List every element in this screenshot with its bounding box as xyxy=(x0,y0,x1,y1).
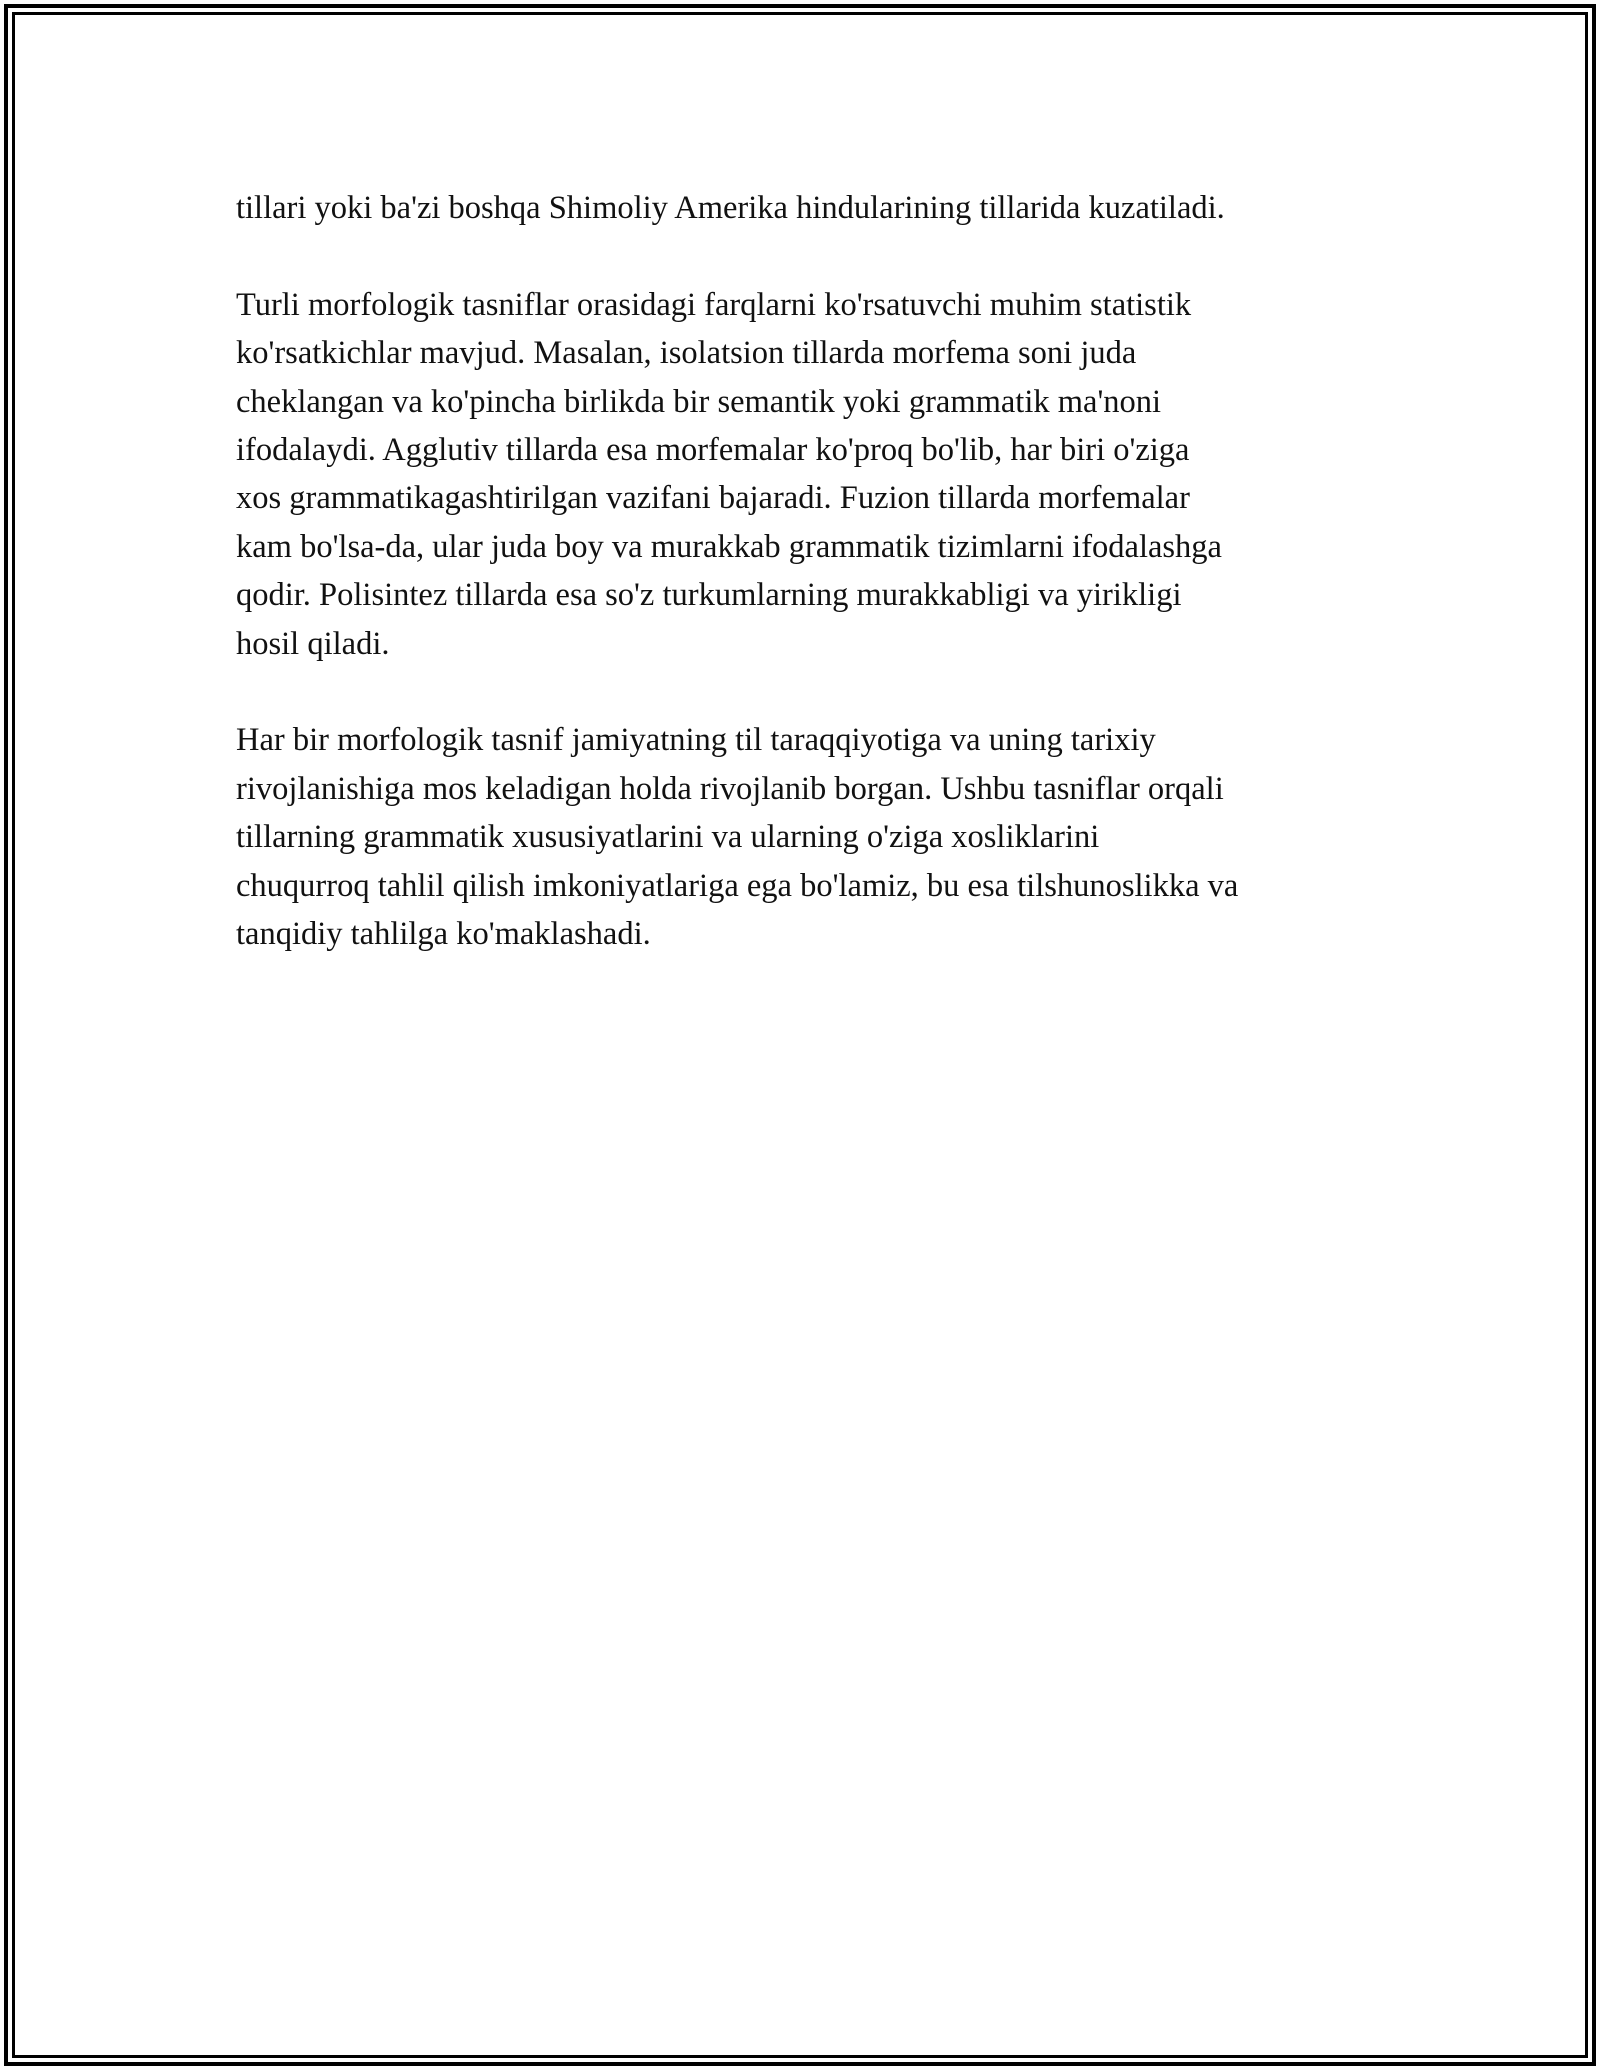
text-line: ifodalaydi. Agglutiv tillarda esa morfemalar ko'proq bo'lib, har biri o'ziga xyxy=(236,432,1190,469)
text-line: tanqidiy tahlilga ko'maklashadi. xyxy=(236,916,651,953)
text-line: tillarning grammatik xususiyatlarini va ularning o'ziga xosliklarini xyxy=(236,819,1100,856)
document-body xyxy=(236,184,1386,1007)
paragraph-3 xyxy=(236,716,1386,958)
text-line: Turli morfologik tasniflar orasidagi farqlarni ko'rsatuvchi muhim statistik xyxy=(236,286,1192,323)
text-line: chuqurroq tahlil qilish imkoniyatlariga ega bo'lamiz, bu esa tilshunoslikka va xyxy=(236,867,1239,904)
paragraph-1 xyxy=(236,184,1386,232)
text-line: ko'rsatkichlar mavjud. Masalan, isolatsion tillarda morfema soni juda xyxy=(236,335,1137,372)
text-line: Har bir morfologik tasnif jamiyatning til taraqqiyotiga va uning tarixiy xyxy=(236,722,1156,759)
text-line: qodir. Polisintez tillarda esa so'z turkumlarning murakkabligi va yirikligi xyxy=(236,577,1182,614)
paragraph-2 xyxy=(236,281,1386,668)
text-line: rivojlanishiga mos keladigan holda rivojlanib borgan. Ushbu tasniflar orqali xyxy=(236,770,1224,807)
text-line: cheklangan va ko'pincha birlikda bir semantik yoki grammatik ma'noni xyxy=(236,383,1162,420)
text-line: hosil qiladi. xyxy=(236,625,390,662)
text-line: xos grammatikagashtirilgan vazifani bajaradi. Fuzion tillarda morfemalar xyxy=(236,480,1190,517)
text-line: tillari yoki ba'zi boshqa Shimoliy Amerika hindularining tillarida kuzatiladi. xyxy=(236,190,1225,226)
text-line: kam bo'lsa-da, ular juda boy va murakkab grammatik tizimlarni ifodalashga xyxy=(236,528,1222,565)
